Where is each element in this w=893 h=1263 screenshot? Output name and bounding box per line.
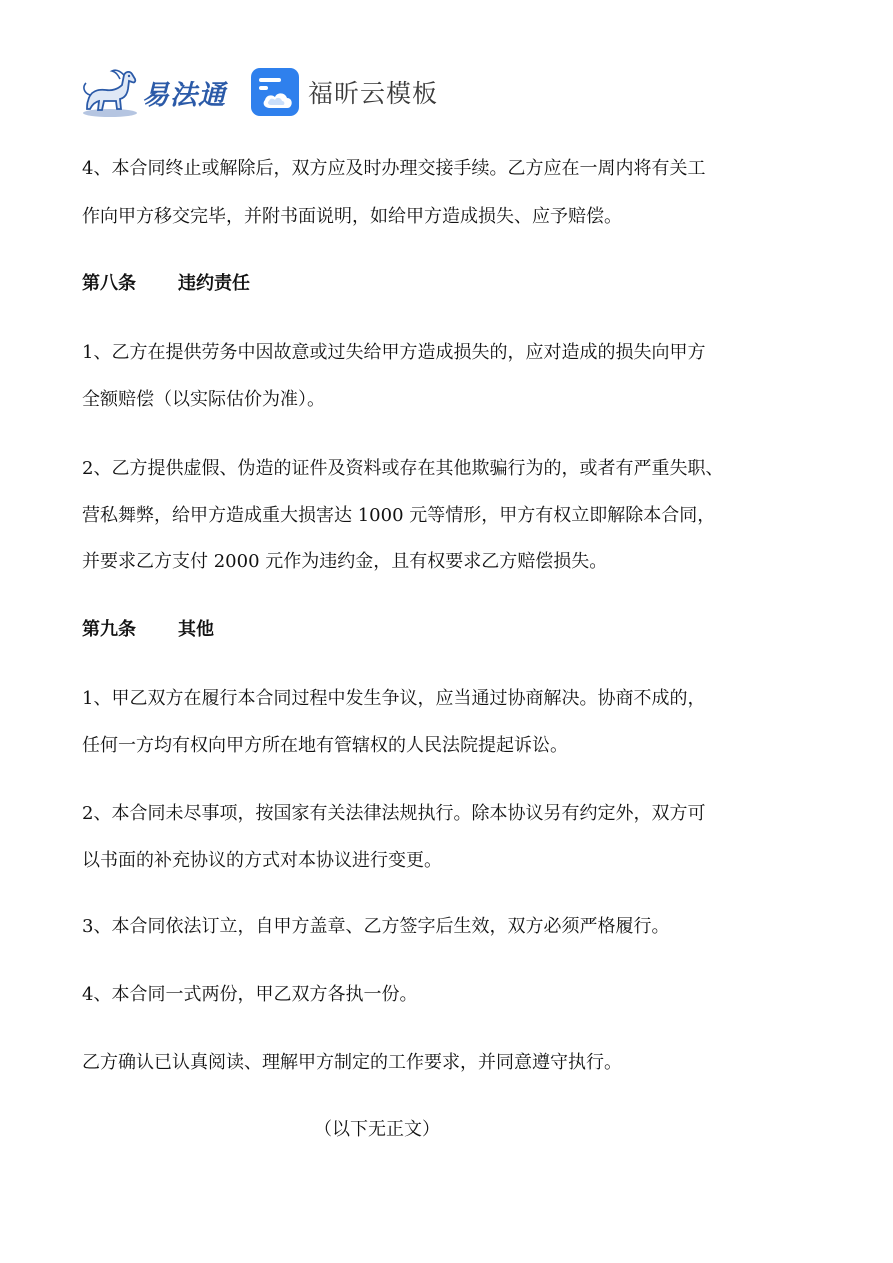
- paragraph-line: 任何一方均有权向甲方所在地有管辖权的人民法院提起诉讼。: [82, 735, 568, 756]
- paragraph-line: 4、本合同终止或解除后，双方应及时办理交接手续。乙方应在一周内将有关工: [82, 158, 706, 179]
- yifatong-logo: [80, 65, 226, 119]
- paragraph-line: 作向甲方移交完毕，并附书面说明，如给甲方造成损失、应予赔偿。: [82, 206, 622, 227]
- paragraph-line: 营私舞弊，给甲方造成重大损害达 1000 元等情形，甲方有权立即解除本合同，: [82, 505, 716, 526]
- paragraph-line: 3、本合同依法订立，自甲方盖章、乙方签字后生效，双方必须严格履行。: [82, 916, 670, 937]
- paragraph-line: 并要求乙方支付 2000 元作为违约金，且有权要求乙方赔偿损失。: [82, 551, 608, 572]
- horse-icon: [80, 65, 140, 119]
- article-number: 第八条: [82, 273, 136, 294]
- paragraph-line: 2、乙方提供虚假、伪造的证件及资料或存在其他欺骗行为的，或者有严重失职、: [82, 458, 724, 479]
- end-of-text-note: （以下无正文）: [314, 1119, 440, 1140]
- header-logos: [80, 64, 438, 120]
- paragraph-line: 2、本合同未尽事项，按国家有关法律法规执行。除本协议另有约定外，双方可: [82, 803, 706, 824]
- paragraph-line: 以书面的补充协议的方式对本协议进行变更。: [82, 850, 442, 871]
- cloud-document-icon: [250, 67, 300, 117]
- article-8-heading: [82, 269, 250, 295]
- article-title: 其他: [178, 619, 214, 640]
- fuxin-cloud-logo: [250, 67, 438, 117]
- article-title: 违约责任: [178, 273, 250, 294]
- confirmation-line: 乙方确认已认真阅读、理解甲方制定的工作要求，并同意遵守执行。: [82, 1052, 622, 1073]
- article-9-heading: [82, 615, 214, 641]
- paragraph-line: 全额赔偿（以实际估价为准）。: [82, 389, 325, 410]
- logo1-text: 易法通: [142, 79, 226, 111]
- paragraph-line: 1、乙方在提供劳务中因故意或过失给甲方造成损失的，应对造成的损失向甲方: [82, 342, 706, 363]
- paragraph-line: 4、本合同一式两份，甲乙双方各执一份。: [82, 984, 418, 1005]
- paragraph-line: 1、甲乙双方在履行本合同过程中发生争议，应当通过协商解决。协商不成的，: [82, 688, 706, 709]
- logo2-text: 福昕云模板: [308, 79, 439, 108]
- article-number: 第九条: [82, 619, 136, 640]
